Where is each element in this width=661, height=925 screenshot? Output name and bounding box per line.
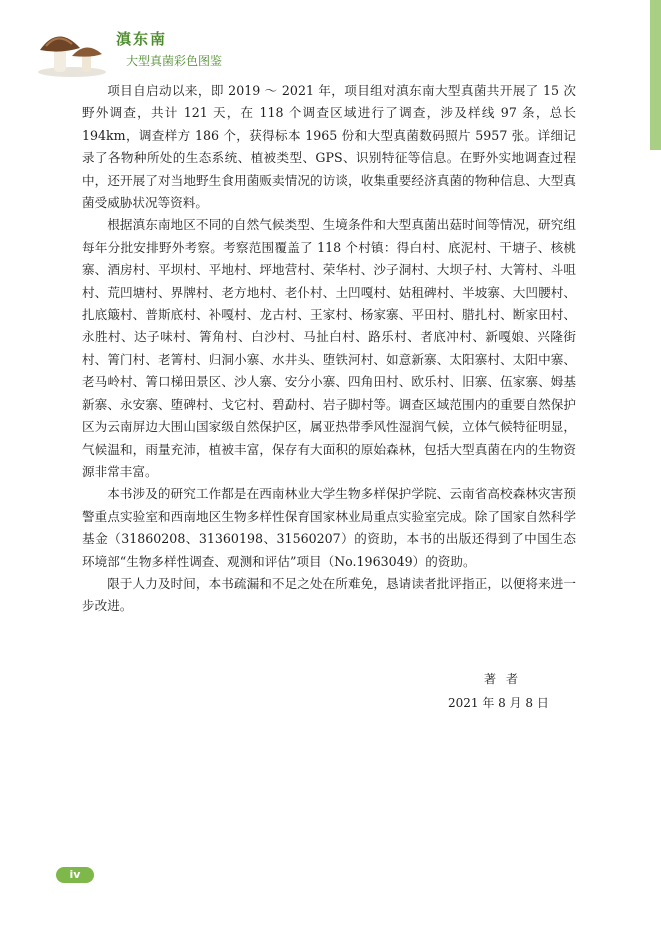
- book-subtitle: 大型真菌彩色图鉴: [126, 54, 223, 68]
- paragraph: 限于人力及时间，本书疏漏和不足之处在所难免，恳请读者批评指正，以便将来进一步改进。: [82, 575, 576, 614]
- mushroom-icon: [36, 22, 108, 78]
- paragraph: 项目自启动以来，即 2019 ～ 2021 年，项目组对滇东南大型真菌共开展了 15 次野外调查，共计 121 天，在 118 个调查区域进行了调查，涉及样线 97 条，总长 194km，调查样方 186 个，获得标本 1965 份和大型真菌数码照片 5957 张。详细记录了各物种所处的生态系统、植被类型、GPS、识别特征等信息。在野外实地调查过程中，还开展了对当地野生食用菌贩卖情况的访谈，收集重要经济真菌的物种信息、大型真菌受威胁状况等资料。: [82, 83, 576, 211]
- page-header: [0, 0, 661, 80]
- date: 2021 年 8 月 8 日: [448, 696, 549, 710]
- page-number: iv: [56, 867, 94, 883]
- author-signature: 著者: [484, 672, 529, 686]
- paragraph: 根据滇东南地区不同的自然气候类型、生境条件和大型真菌出菇时间等情况，研究组每年分批安排野外考察。考察范围覆盖了 118 个村镇：得白村、底泥村、干塘子、核桃寨、酒房村、平坝村、平地村、坪地营村、荣华村、沙子洞村、大坝子村、大箐村、斗咀村、荒凹塘村、界牌村、老方地村、老仆村、土凹嘎村、姑租碑村、半坡寨、大凹腰村、扎底簸村、普斯底村、补嘎村、龙古村、王家村、杨家寨、平田村、腊扎村、断家田村、永胜村、达子味村、箐角村、白沙村、马扯白村、路乐村、者底冲村、新嘎娘、兴隆街村、箐门村、老箐村、归洞小寨、水井头、堕铁河村、如意新寨、太阳寨村、太阳中寨、老马岭村、箐口梯田景区、沙人寨、安分小寨、四角田村、欧乐村、旧寨、伍家寨、姆基新寨、永安寨、堕碑村、戈它村、碧勐村、岩子脚村等。调查区域范围内的重要自然保护区为云南屏边大围山国家级自然保护区，属亚热带季风性湿润气候，立体气候特征明显，气候温和，雨量充沛，植被丰富，保存有大面积的原始森林，包括大型真菌在内的生物资源非常丰富。: [82, 217, 576, 479]
- book-title: 滇东南: [116, 30, 168, 48]
- side-tab: [650, 0, 661, 150]
- preface-body: [82, 80, 576, 618]
- paragraph: 本书涉及的研究工作都是在西南林业大学生物多样保护学院、云南省高校森林灾害预警重点实验室和西南地区生物多样性保育国家林业局重点实验室完成。除了国家自然科学基金（31860208、31360198、31560207）的资助，本书的出版还得到了中国生态环境部“生物多样性调查、观测和评估”项目（No.1963049）的资助。: [82, 486, 576, 569]
